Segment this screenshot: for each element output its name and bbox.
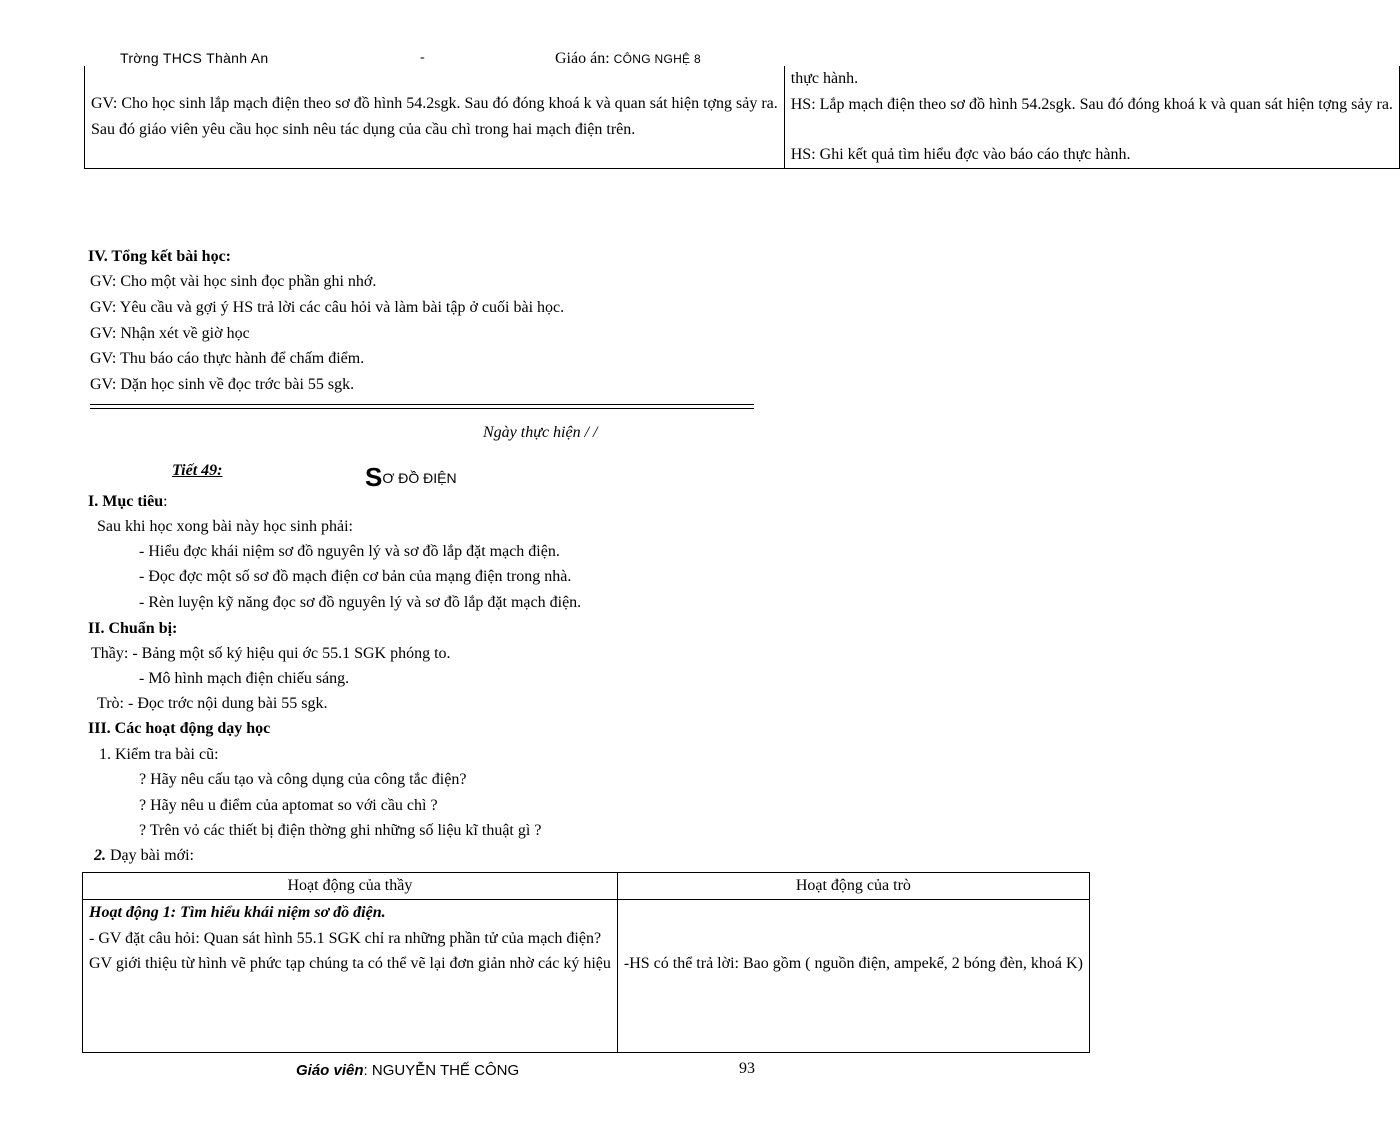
activity-table (82, 872, 1090, 1053)
activity-title: Hoạt động 1: Tìm hiểu khái niệm sơ đồ điện. (89, 904, 386, 921)
continued-activity-table (84, 66, 1400, 169)
teacher-footer (296, 1062, 519, 1079)
header-separator: - (420, 50, 425, 65)
summary-heading: IV. Tổng kết bài học: (88, 248, 231, 265)
school-name: Trờng THCS Thành An (120, 50, 269, 66)
new-lesson-heading: 2. Dạy bài mới: (94, 847, 194, 864)
subject-name: CÔNG NGHỆ 8 (613, 52, 701, 66)
summary-line: GV: Cho một vài học sinh đọc phần ghi nhớ. (90, 273, 377, 290)
preparation-heading: II. Chuẩn bị: (88, 620, 178, 637)
teacher-column-header: Hoạt động của thầy (83, 873, 618, 900)
teacher-activity (83, 900, 618, 1053)
activities-heading: III. Các hoạt động dạy học (88, 720, 271, 737)
objective-item: - Rèn luyện kỹ năng đọc sơ đồ nguyên lý và sơ đồ lắp đặt mạch điện. (139, 594, 582, 611)
teacher-column (85, 66, 785, 168)
plan-label: Giáo án: (555, 50, 610, 67)
teacher-step: GV: Cho học sinh lắp mạch điện theo sơ đồ hình 54.2sgk. Sau đó đóng khoá k và quan sát hiện tợng sảy ra. (91, 95, 778, 112)
date-line: Ngày thực hiện / / (483, 424, 598, 441)
teacher-step: Sau đó giáo viên yêu cầu học sinh nêu tác dụng của cầu chì trong hai mạch điện trên. (91, 120, 636, 138)
teacher-preparation: - Mô hình mạch điện chiếu sáng. (139, 670, 350, 687)
objective-item: - Đọc đợc một số sơ đồ mạch điện cơ bản của mạng điện trong nhà. (139, 568, 572, 585)
title-rest: Ơ ĐỒ ĐIỆN (382, 470, 457, 486)
student-column (784, 66, 1399, 168)
student-step: -HS có thể trả lời: Bao gồm ( nguồn điện, ampekế, 2 bóng đèn, khoá K) (623, 955, 1083, 972)
student-step: thực hành. (790, 70, 859, 87)
teacher-label: Giáo viên (296, 1062, 364, 1079)
summary-line: GV: Thu báo cáo thực hành để chấm điểm. (90, 350, 365, 367)
summary-line: GV: Nhận xét về giờ học (90, 325, 250, 342)
review-heading: 1. Kiểm tra bài cũ: (99, 746, 219, 763)
student-step: HS: Ghi kết quả tìm hiểu đợc vào báo cáo thực hành. (790, 146, 1131, 163)
student-step: HS: Lắp mạch điện theo sơ đồ hình 54.2sgk. Sau đó đóng khoá k và quan sát hiện tợng sảy ra. (790, 95, 1393, 113)
student-activity (617, 900, 1089, 1053)
review-question: ? Trên vỏ các thiết bị điện thờng ghi những số liệu kĩ thuật gì ? (139, 822, 542, 839)
title-initial: S (365, 462, 383, 492)
teacher-preparation: Thầy: - Bảng một số ký hiệu qui ớc 55.1 SGK phóng to. (91, 645, 451, 662)
objectives-heading: I. Mục tiêu: (88, 493, 168, 510)
review-question: ? Hãy nêu u điểm của aptomat so với cầu chì ? (139, 797, 438, 814)
teacher-name: : NGUYỄN THẾ CÔNG (363, 1062, 520, 1079)
review-question: ? Hãy nêu cấu tạo và công dụng của công tắc điện? (139, 771, 467, 788)
student-column-header: Hoạt động của trò (617, 873, 1089, 900)
objective-item: - Hiểu đợc khái niệm sơ đồ nguyên lý và sơ đồ lắp đặt mạch điện. (139, 543, 560, 560)
page-number: 93 (739, 1060, 755, 1077)
summary-line: GV: Dặn học sinh về đọc trớc bài 55 sgk. (90, 376, 355, 393)
teacher-step: - GV đặt câu hỏi: Quan sát hình 55.1 SGK chỉ ra những phần tử của mạch điện? (89, 929, 602, 947)
lesson-number: Tiết 49: (172, 462, 223, 479)
section-divider (90, 404, 754, 409)
objectives-intro: Sau khi học xong bài này học sinh phải: (97, 518, 353, 535)
student-preparation: Trò: - Đọc trớc nội dung bài 55 sgk. (97, 695, 328, 712)
summary-line: GV: Yêu cầu và gợi ý HS trả lời các câu hỏi và làm bài tập ở cuối bài học. (90, 299, 565, 316)
lesson-title (365, 462, 457, 493)
teacher-step: GV giới thiệu từ hình vẽ phức tạp chúng ta có thể vẽ lại đơn giản nhờ các ký hiệu (89, 955, 611, 972)
